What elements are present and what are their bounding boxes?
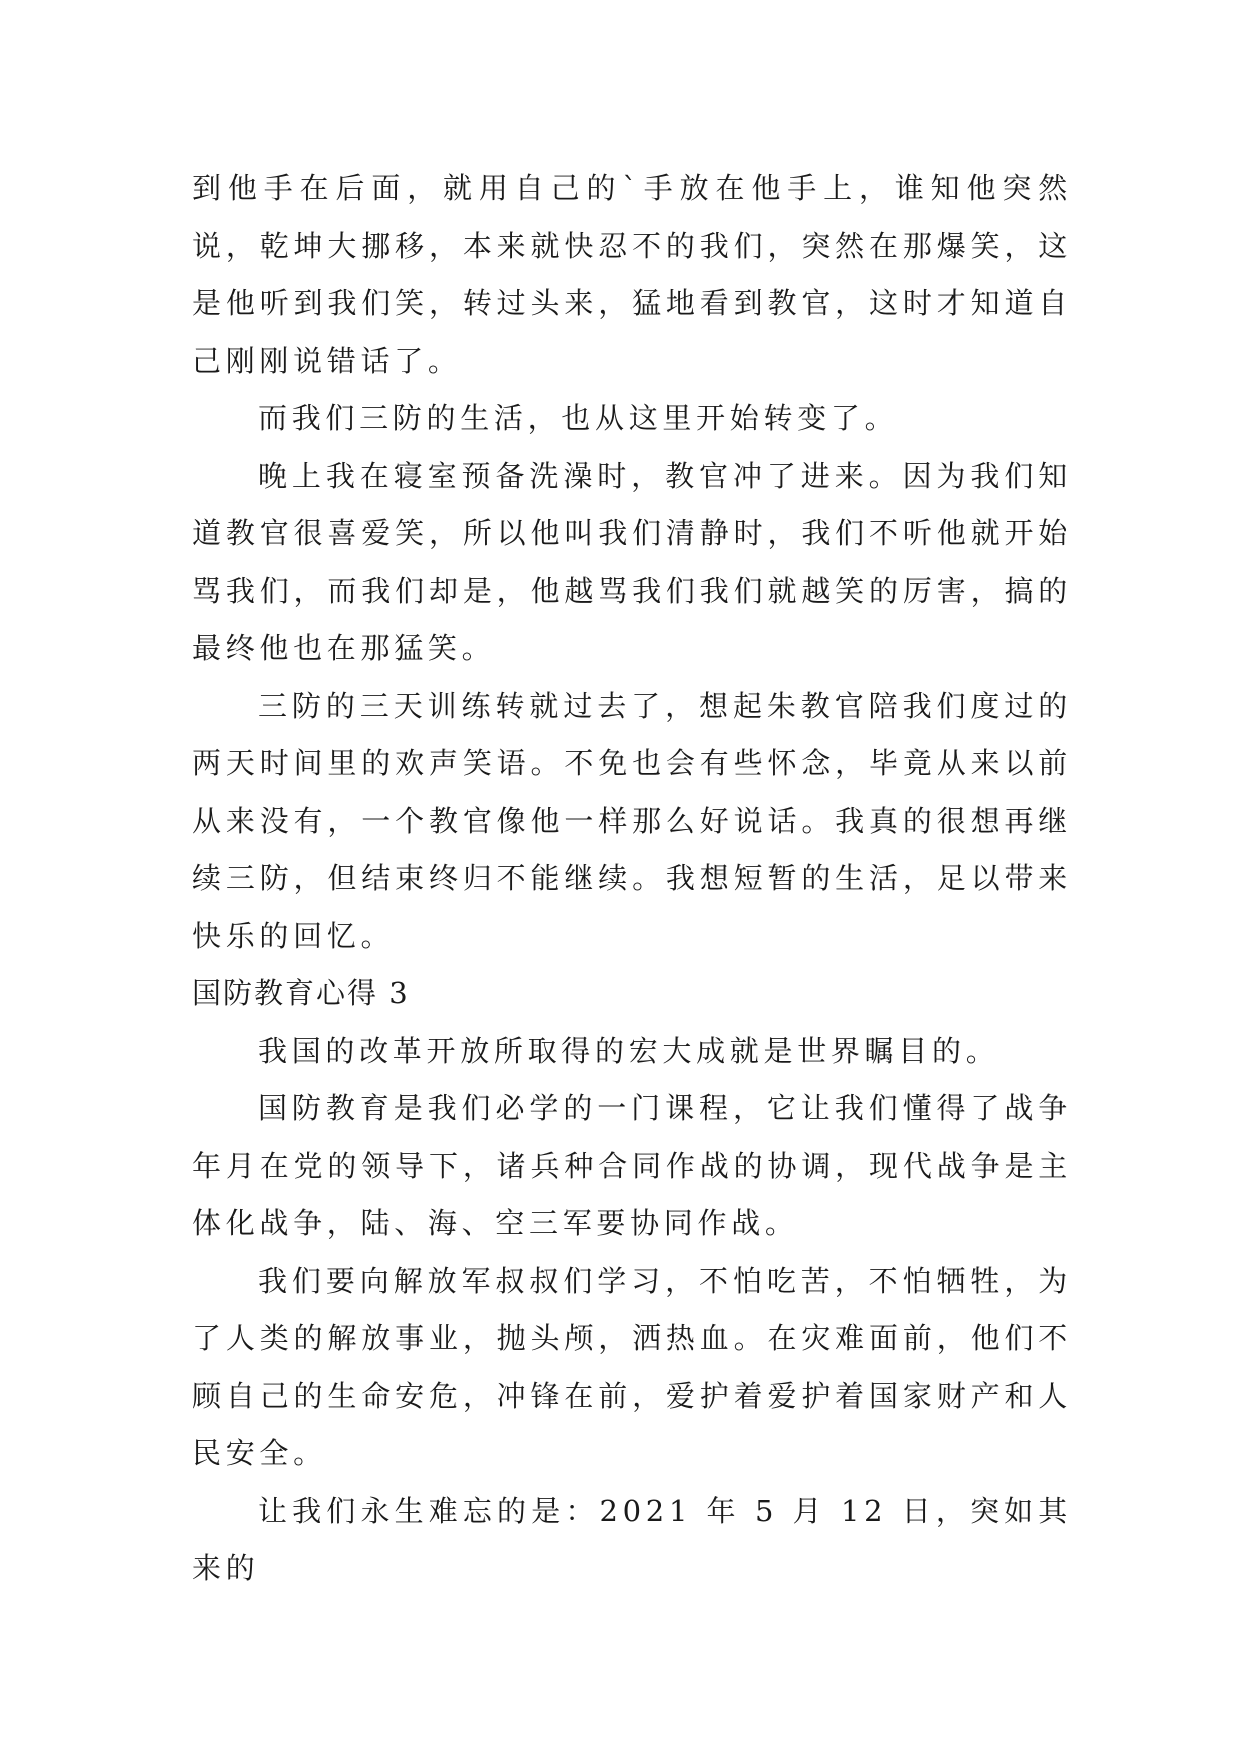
section-title: 国防教育心得 3 (192, 976, 410, 1010)
paragraph: 国防教育是我们必学的一门课程，它让我们懂得了战争年月在党的领导下，诸兵种合同作战的协调，现代战争是主体化战争，陆、海、空三军要协同作战。 (192, 1091, 1072, 1240)
paragraph: 让我们永生难忘的是：2021 年 5 月 12 日，突如其来的 (192, 1493, 1072, 1585)
paragraph: 而我们三防的生活，也从这里开始转变了。 (258, 401, 899, 435)
paragraph: 晚上我在寝室预备洗澡时，教官冲了进来。因为我们知道教官很喜爱笑，所以他叫我们清静时，我们不听他就开始骂我们，而我们却是，他越骂我们我们就越笑的厉害，搞的最终他也在那猛笑。 (192, 458, 1072, 665)
paragraph-continuation: 到他手在后面，就用自己的`手放在他手上，谁知他突然说，乾坤大挪移，本来就快忍不的我们，突然在那爆笑，这是他听到我们笑，转过头来，猛地看到教官，这时才知道自己刚刚说错话了。 (192, 171, 1072, 378)
paragraph: 我国的改革开放所取得的宏大成就是世界瞩目的。 (258, 1033, 1000, 1068)
paragraph: 我们要向解放军叔叔们学习，不怕吃苦，不怕牺牲，为了人类的解放事业，抛头颅，洒热血。在灾难面前，他们不顾自己的生命安危，冲锋在前，爱护着爱护着国家财产和人民安全。 (192, 1263, 1072, 1470)
document-body (192, 160, 1072, 1598)
paragraph: 三防的三天训练转就过去了，想起朱教官陪我们度过的两天时间里的欢声笑语。不免也会有些怀念，毕竟从来以前从来没有，一个教官像他一样那么好说话。我真的很想再继续三防，但结束终归不能继续。我想短暂的生活，足以带来快乐的回忆。 (192, 688, 1072, 953)
